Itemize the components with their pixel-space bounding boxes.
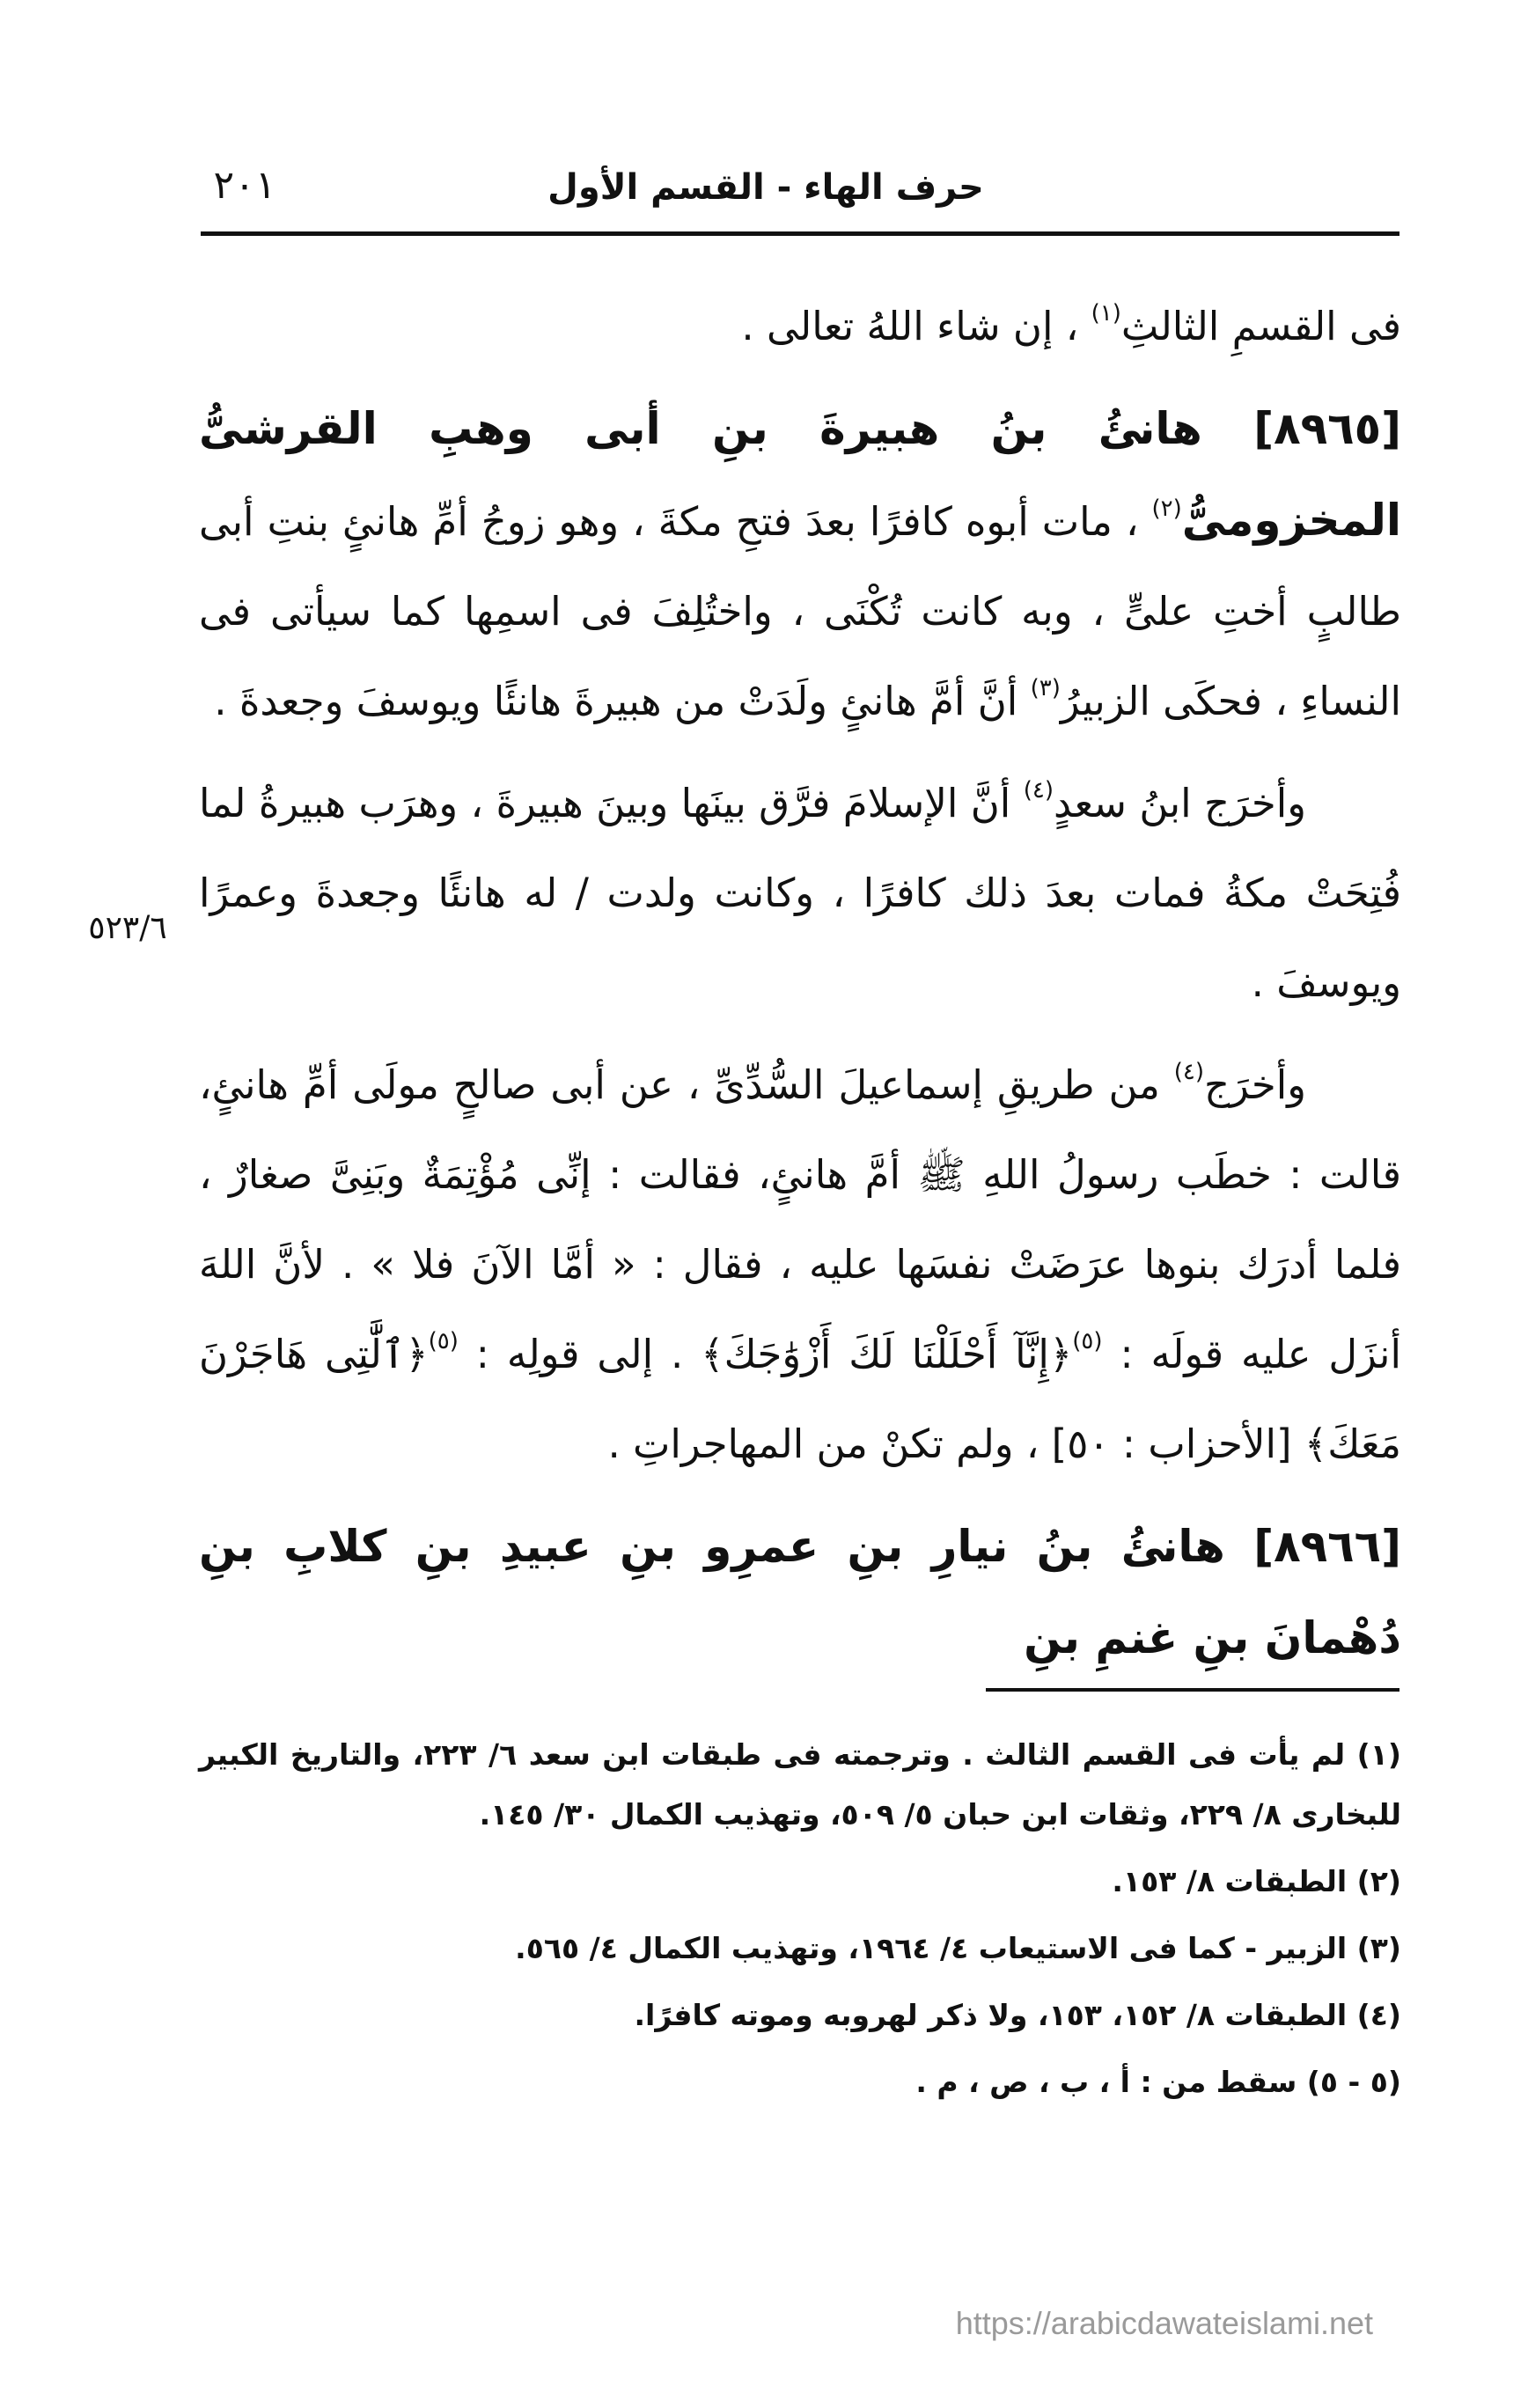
text-run: أنَّ أمَّ هانئٍ ولَدَتْ من هبيرةَ هانئًا ويوسفَ وجعدةَ . [214, 678, 1018, 724]
footnotes [199, 1725, 1401, 2119]
footnote-ref: (١) [1091, 300, 1121, 327]
text-run: وأخرَج ابنُ سعدٍ [1053, 780, 1306, 826]
text-run: أنَّ الإسلامَ فرَّق بينَها وبينَ هبيرةَ ، وهرَب هبيرةُ لما فُتِحَتْ مكةُ فمات بعدَ ذلك كافرًا ، وكانت ولدت / له هانئًا وجعدةَ وعمرًا ويوسفَ . [199, 780, 1401, 1006]
footnote-ref: (٤) [1023, 777, 1054, 804]
paragraph-suddi [199, 1040, 1401, 1489]
text-run: وأخرَج [1204, 1061, 1306, 1108]
footnote-ref: (٥) [1072, 1328, 1103, 1354]
footnote-ref: (٢) [1151, 496, 1182, 522]
margin-volume-reference: ٥٢٣/٦ [88, 910, 167, 946]
footnote-1: (١) لم يأت فى القسم الثالث . وترجمته فى طبقات ابن سعد ٦/ ٢٢٣، والتاريخ الكبير للبخارى ٨/ ٢٢٩، وثقات ابن حبان ٥/ ٥٠٩، وتهذيب الكمال ٣٠/ ١٤٥. [199, 1737, 1401, 1832]
main-text [199, 282, 1401, 1697]
text-run: ، إن شاء اللهُ تعالى . [741, 303, 1079, 349]
entry-8965 [199, 384, 1401, 746]
quran-quote: ﴿إِنَّآ أَحْلَلْنَا لَكَ أَزْوَٰجَكَ﴾ . إلى قولِه : [475, 1331, 1073, 1377]
footnote-5: (٥ - ٥) سقط من : أ ، ب ، ص ، م . [915, 2065, 1401, 2099]
entry-heading: [٨٩٦٦] هانئُ بنُ نيارِ بنِ عمرِو بنِ عبيدِ بنِ كلابِ بنِ دُهْمانَ بنِ غنمِ بنِ [199, 1521, 1401, 1663]
paragraph-continuation [199, 282, 1401, 371]
footnote-ref: (٣) [1030, 675, 1061, 701]
footnote-2: (٢) الطبقات ٨/ ١٥٣. [1112, 1864, 1401, 1898]
text-run: ، مات أبوه كافرًا بعدَ فتحِ مكةَ ، وهو زوجُ أمِّ هانئٍ بنتِ أبى طالبٍ أختِ علىٍّ ، وبه كانت تُكْنَى ، واختُلِفَ فى اسمِها كما سيأتى فى النساءِ ، فحكَى الزبيرُ [199, 498, 1401, 724]
paragraph-ibn-saad [199, 759, 1401, 1028]
footnote-3: (٣) الزبير - كما فى الاستيعاب ٤/ ١٩٦٤، وتهذيب الكمال ٤/ ٥٦٥. [515, 1931, 1401, 1965]
page-number: ٢٠١ [213, 163, 276, 208]
entry-heading: [٨٩٦٥] هانئُ بنُ هبيرةَ بنِ أبى وهبِ القرشىُّ المخزومىُّ [199, 403, 1401, 546]
watermark-url: https://arabicdawateislami.net [955, 2305, 1373, 2341]
running-header-title: حرف الهاء - القسم الأول [547, 167, 984, 208]
text-run: من طريقِ إسماعيلَ السُّدِّىِّ ، عن أبى صالحٍ مولَى أمِّ هانئٍ، قالت : خطَب رسولُ اللهِ ﷺ أمَّ هانئٍ، فقالت : إنِّى مُؤْتِمَةٌ وبَنِىَّ صغارٌ ، فلما أدرَك بنوها عرَضَتْ نفسَها عليه ، فقال : « أمَّا الآنَ فلا » . لأنَّ اللهَ أنزَل عليه قولَه : [199, 1061, 1401, 1377]
header-rule [201, 231, 1399, 236]
footnote-ref: (٤) [1173, 1059, 1205, 1085]
entry-8966 [199, 1501, 1401, 1685]
footnote-4: (٤) الطبقات ٨/ ١٥٢، ١٥٣، ولا ذكر لهروبه وموته كافرًا. [634, 1998, 1401, 2032]
text-run: فى القسمِ الثالثِ [1120, 303, 1401, 349]
footnote-ref: (٥) [428, 1328, 459, 1354]
footnote-rule [986, 1688, 1399, 1692]
quran-quote: ﴿ٱلَّٰتِى هَاجَرْنَ مَعَكَ﴾ [الأحزاب : ٥٠] ، ولم تكنْ من المهاجراتِ . [199, 1331, 1401, 1467]
